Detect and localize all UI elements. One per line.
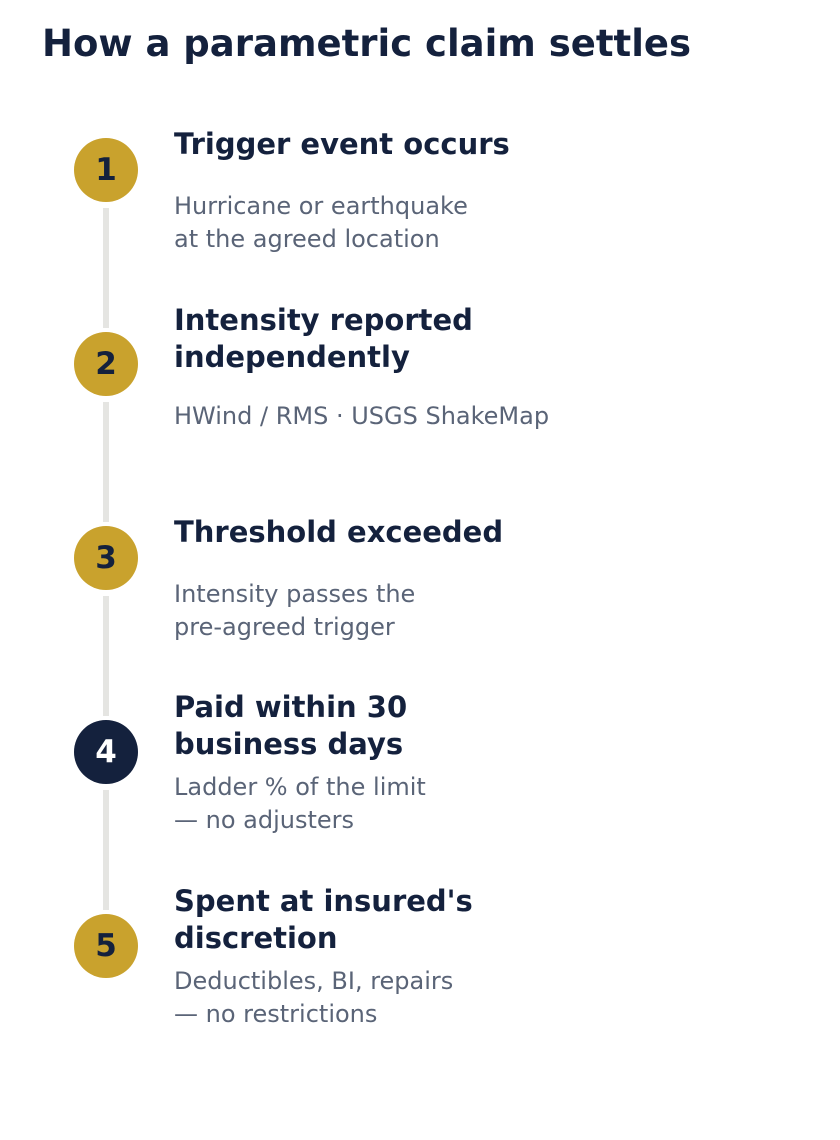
step-description: Hurricane or earthquake at the agreed location [174,192,468,253]
timeline-connector [103,402,109,522]
step-title: Threshold exceeded [174,515,504,549]
step-number-badge [74,138,138,202]
step-description: Ladder % of the limit — no adjusters [174,773,426,834]
step-title: Trigger event occurs [174,127,510,161]
step-number-badge [74,332,138,396]
step-title: Spent at insured's discretion [174,884,473,955]
step-number-badge [74,914,138,978]
step-number: 5 [95,928,117,964]
step-number-badge [74,526,138,590]
step-title: Paid within 30 business days [174,690,408,761]
timeline-connector [103,596,109,716]
step-number: 1 [95,152,117,188]
step-number: 3 [95,540,117,576]
timeline-connector [103,790,109,910]
step-number-badge [74,720,138,784]
step-number: 4 [95,734,117,770]
timeline-connector [103,208,109,328]
step-description: Intensity passes the pre-agreed trigger [174,580,416,641]
step-title: Intensity reported independently [174,303,473,374]
step-number: 2 [95,346,117,382]
step-description: Deductibles, BI, repairs — no restrictions [174,967,454,1028]
page-title: How a parametric claim settles [42,22,692,65]
step-description: HWind / RMS · USGS ShakeMap [174,402,550,430]
